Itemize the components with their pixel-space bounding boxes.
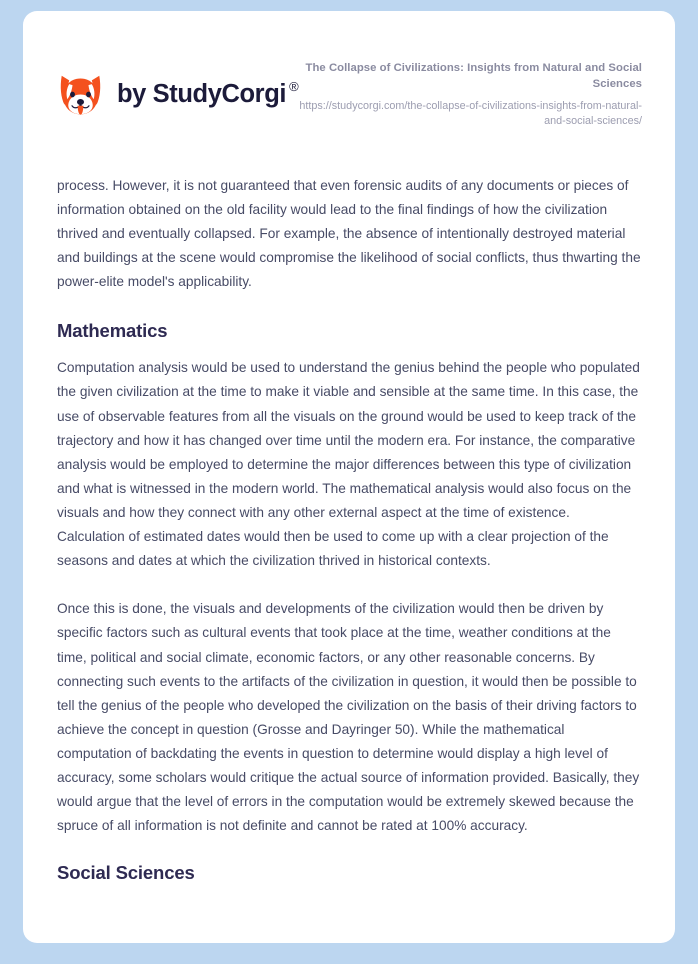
brand-name: by StudyCorgi — [117, 79, 287, 108]
paragraph: process. However, it is not guaranteed that even forensic audits of any documents or pieces of information obtained on the old facility would lead to the final findings of how the civilization thrived and eventually collapsed. For example, the absence of intentionally destroyed material and buildings at the scene would compromise the likelihood of social conflicts, thus thwarting the power-elite model's applicability. — [57, 177, 641, 290]
paragraph: Computation analysis would be used to understand the genius behind the people who populated the given civilization at the time to make it viable and sensible at the same time. In this case, the use of observable features from all the visuals on the ground would be used to keep track of the trajectory and how it has changed over time until the modern era. For instance, the comparative analysis would be employed to determine the major differences between this type of civilization and what is witnessed in the modern world. The mathematical analysis would also focus on the visuals and how they connect with any other external aspect at the time of existence. Calculation of estimated dates would then be used to come up with a clear projection of the seasons and dates at which the civilization thrived in historical contexts. — [57, 360, 640, 569]
document-body — [23, 174, 675, 885]
section-heading-social-sciences: Social Sciences — [57, 862, 195, 884]
document-header — [23, 11, 675, 130]
paragraph: Once this is done, the visuals and developments of the civilization would then be driven by specific factors such as cultural events that took place at the time, weather conditions at the time, political and social climate, economic factors, or any other reasonable concerns. By connecting such events to the artifacts of the civilization in question, it would then be possible to tell the genius of the people who developed the civilization on the basis of their driving factors to achieve the concept in question (Grosse and Dayringer 50). While the mathematical computation of backdating the events in question to determine would display a high level of accuracy, some scholars would critique the actual source of information provided. Basically, they would argue that the level of errors in the computation would be extremely skewed because the spruce of all information is not definite and cannot be rated at 100% accuracy. — [57, 601, 640, 834]
document-meta — [299, 59, 642, 130]
section-heading-mathematics: Mathematics — [57, 320, 168, 342]
document-title: The Collapse of Civilizations: Insights from Natural and Social Sciences — [305, 62, 642, 90]
brand-logo[interactable] — [57, 71, 299, 118]
document-url[interactable]: https://studycorgi.com/the-collapse-of-civilizations-insights-from-natural-and-social-sciences/ — [299, 100, 642, 128]
brand-wordmark — [117, 78, 299, 108]
document-page-card — [23, 11, 675, 943]
registered-trademark-icon: ® — [289, 78, 299, 94]
corgi-face-icon — [57, 71, 104, 118]
